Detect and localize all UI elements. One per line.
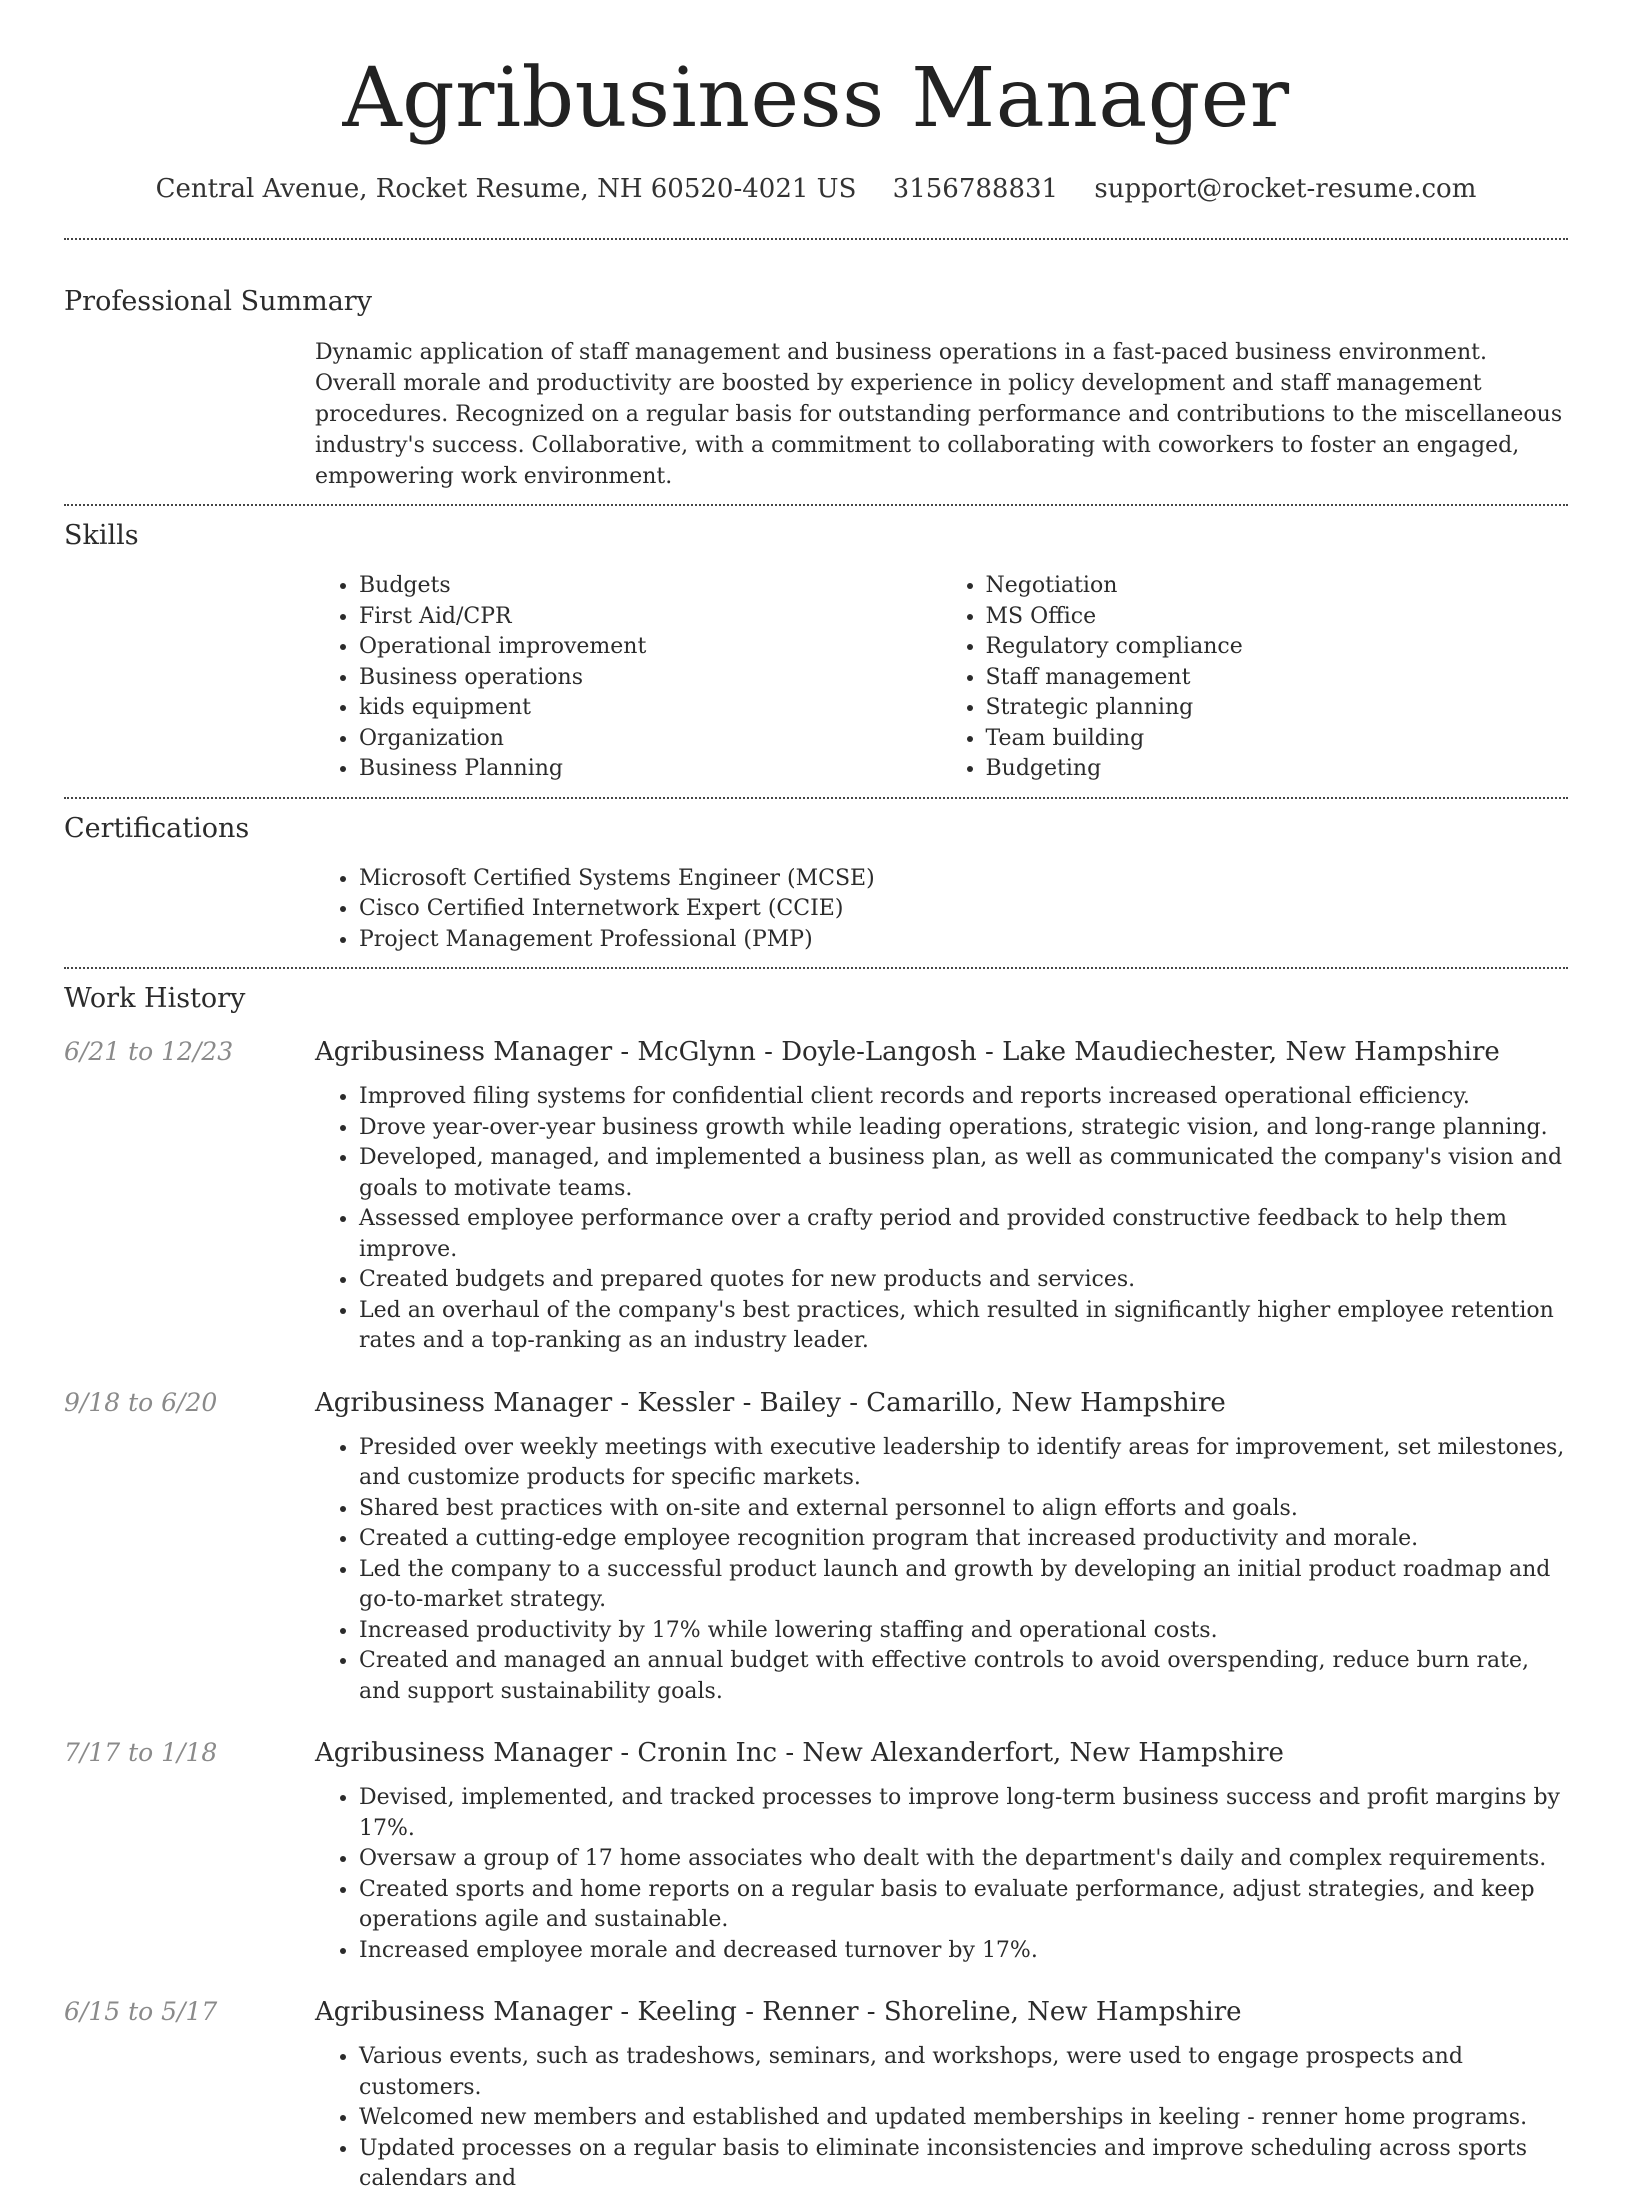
job-entry (64, 1387, 1568, 1708)
job-details (315, 1737, 1568, 1966)
job-bullet: • Improved filing systems for confidential client records and reports increased operational efficiency. (359, 1082, 1568, 1113)
certification-item: • Microsoft Certified Systems Engineer (MCSE) (359, 864, 1568, 895)
job-title: Agribusiness Manager - McGlynn - Doyle-Langosh - Lake Maudiechester, New Hampshire (315, 1037, 1500, 1067)
candidate-name: Agribusiness Manager (342, 51, 1290, 146)
email: support@rocket-resume.com (1094, 174, 1477, 204)
job-entry (64, 1737, 1568, 1966)
address: Central Avenue, Rocket Resume, NH 60520-4021 US (155, 174, 857, 204)
job-entry (64, 1036, 1568, 1357)
job-bullet: • Created and managed an annual budget with effective controls to avoid overspending, reduce burn rate, and support sustainability goals. (359, 1646, 1568, 1707)
skill-item: • Staff management (986, 663, 1569, 694)
job-bullet: • Oversaw a group of 17 home associates who dealt with the department's daily and complex requirements. (359, 1844, 1568, 1875)
certifications-list (315, 864, 1568, 956)
skills-list-right (942, 571, 1569, 785)
skill-item: • Budgeting (986, 754, 1569, 785)
job-dates: 6/21 to 12/23 (64, 1037, 234, 1066)
job-title: Agribusiness Manager - Cronin Inc - New Alexanderfort, New Hampshire (315, 1738, 1284, 1768)
skill-item: • MS Office (986, 602, 1569, 633)
contact-line (64, 174, 1568, 204)
certification-item: • Project Management Professional (PMP) (359, 925, 1568, 956)
job-bullet: • Created sports and home reports on a regular basis to evaluate performance, adjust strategies, and keep operations agile and sustainable. (359, 1875, 1568, 1936)
job-dates: 7/17 to 1/18 (64, 1738, 218, 1767)
job-bullets (315, 1433, 1568, 1708)
summary-text: Dynamic application of staff management and business operations in a fast-paced business environment. Overall morale and productivity are boosted by experience in policy development and staff management procedures. Recognized on a regular basis for outstanding performance and contributions to the miscellaneous industry's success. Collaborative, with a commitment to collaborating with coworkers to foster an engaged, empowering work environment. (315, 340, 1563, 489)
job-bullets (315, 1082, 1568, 1357)
job-bullets (315, 1783, 1568, 1966)
skills-title: Skills (64, 520, 139, 551)
job-bullet: • Led the company to a successful product launch and growth by developing an initial product roadmap and go-to-market strategy. (359, 1555, 1568, 1616)
work-history-title: Work History (64, 983, 246, 1014)
job-dates: 9/18 to 6/20 (64, 1387, 218, 1417)
certification-item: • Cisco Certified Internetwork Expert (CCIE) (359, 894, 1568, 925)
job-entry (64, 1996, 1568, 2195)
summary-section (64, 240, 1568, 504)
skills-section (64, 506, 1568, 797)
job-bullet: • Presided over weekly meetings with executive leadership to identify areas for improvement, set milestones, and customize products for specific markets. (359, 1433, 1568, 1494)
certifications-list-wrap (315, 864, 1568, 968)
job-details (315, 1036, 1568, 1357)
job-bullet: • Increased productivity by 17% while lowering staffing and operational costs. (359, 1616, 1568, 1647)
job-details (315, 1996, 1568, 2195)
job-bullet: • Increased employee morale and decreased turnover by 17%. (359, 1936, 1568, 1967)
certifications-title: Certifications (64, 812, 250, 844)
skills-grid (315, 571, 1568, 797)
job-bullet: • Shared best practices with on-site and external personnel to align efforts and goals. (359, 1494, 1568, 1525)
job-dates: 6/15 to 5/17 (64, 1997, 218, 2026)
job-title: Agribusiness Manager - Kessler - Bailey - Camarillo, New Hampshire (315, 1387, 1226, 1418)
job-bullet: • Devised, implemented, and tracked processes to improve long-term business success and profit margins by 17%. (359, 1783, 1568, 1844)
job-bullet: • Developed, managed, and implemented a business plan, as well as communicated the company's vision and goals to motivate teams. (359, 1143, 1568, 1204)
job-details (315, 1387, 1568, 1708)
skill-item: • Regulatory compliance (986, 632, 1569, 663)
job-bullet: • Created budgets and prepared quotes for new products and services. (359, 1265, 1568, 1296)
job-bullet: • Led an overhaul of the company's best practices, which resulted in significantly higher employee retention rates and a top-ranking as an industry leader. (359, 1296, 1568, 1357)
job-bullet: • Updated processes on a regular basis to eliminate inconsistencies and improve scheduling across sports calendars and (359, 2134, 1568, 2195)
skill-item: • Budgets (359, 571, 942, 602)
skill-item: • kids equipment (359, 693, 942, 724)
certifications-section (64, 799, 1568, 968)
skill-item: • Strategic planning (986, 693, 1569, 724)
skill-item: • Team building (986, 724, 1569, 755)
skills-list-left (315, 571, 942, 785)
work-history-section (64, 969, 1568, 2195)
job-bullet: • Assessed employee performance over a crafty period and provided constructive feedback to help them improve. (359, 1204, 1568, 1265)
job-title: Agribusiness Manager - Keeling - Renner - Shoreline, New Hampshire (315, 1997, 1242, 2027)
skill-item: • Organization (359, 724, 942, 755)
skill-item: • First Aid/CPR (359, 602, 942, 633)
job-bullet: • Created a cutting-edge employee recognition program that increased productivity and morale. (359, 1524, 1568, 1555)
job-bullet: • Drove year-over-year business growth while leading operations, strategic vision, and long-range planning. (359, 1113, 1568, 1144)
skill-item: • Negotiation (986, 571, 1569, 602)
summary-title: Professional Summary (64, 286, 372, 317)
skill-item: • Business Planning (359, 754, 942, 785)
job-bullets (315, 2042, 1568, 2195)
skill-item: • Operational improvement (359, 632, 942, 663)
skill-item: • Business operations (359, 663, 942, 694)
job-bullet: • Welcomed new members and established and updated memberships in keeling - renner home programs. (359, 2103, 1568, 2134)
job-bullet: • Various events, such as tradeshows, seminars, and workshops, were used to engage prospects and customers. (359, 2042, 1568, 2103)
phone: 3156788831 (892, 174, 1059, 204)
